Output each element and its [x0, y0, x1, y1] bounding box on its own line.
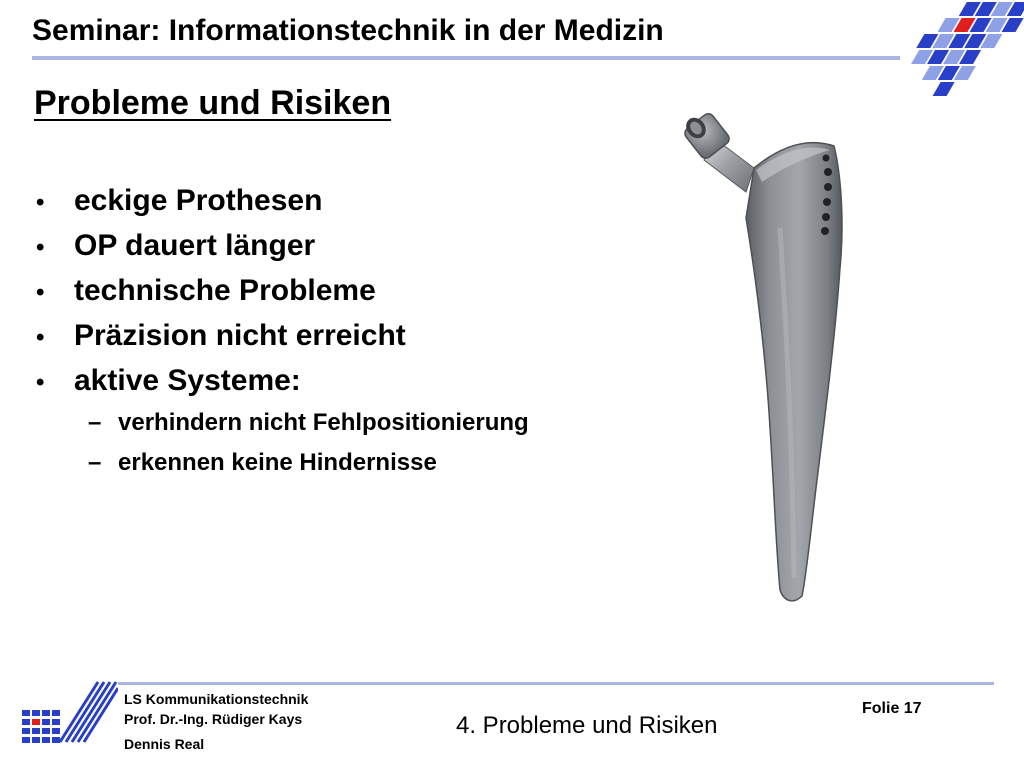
sub-bullet-text: verhindern nicht Fehlpositionierung	[118, 409, 529, 436]
sub-bullet-item	[88, 449, 674, 489]
bullet-text: OP dauert länger	[74, 229, 316, 262]
bullet-marker: •	[36, 234, 45, 261]
sub-bullet-marker: –	[88, 449, 102, 476]
footer-author: Dennis Real	[124, 736, 205, 752]
bullet-marker: •	[36, 324, 45, 351]
bullet-text: aktive Systeme:	[74, 364, 301, 397]
footer-professor: Prof. Dr.-Ing. Rüdiger Kays	[124, 711, 303, 727]
bullet-text: Präzision nicht erreicht	[74, 319, 406, 352]
sub-bullet-marker: –	[88, 409, 102, 436]
slide-number: Folie 17	[862, 700, 922, 717]
bullet-item	[34, 364, 674, 409]
header-title: Seminar: Informationstechnik in der Medizin	[32, 14, 664, 47]
hip-prosthesis-icon	[676, 108, 856, 608]
bullet-list	[34, 184, 674, 489]
bullet-text: eckige Prothesen	[74, 184, 323, 217]
slide-heading: Probleme und Risiken	[34, 84, 392, 122]
chair-logo-icon	[18, 680, 118, 748]
bullet-item	[34, 274, 674, 319]
footer-chair: LS Kommunikationstechnik	[124, 691, 309, 707]
sub-bullet-item	[88, 409, 674, 449]
bullet-marker: •	[36, 189, 45, 216]
footer-section-title: 4. Probleme und Risiken	[456, 712, 718, 739]
bullet-item	[34, 184, 674, 229]
header-divider	[32, 56, 900, 60]
footer-institution	[124, 689, 308, 729]
bullet-item	[34, 229, 674, 274]
bullet-marker: •	[36, 279, 45, 306]
sub-bullet-text: erkennen keine Hindernisse	[118, 449, 437, 476]
bullet-item	[34, 319, 674, 364]
sub-bullet-list	[34, 409, 674, 489]
footer-divider	[118, 682, 994, 685]
bullet-text: technische Probleme	[74, 274, 376, 307]
bullet-marker: •	[36, 369, 45, 396]
university-logo-icon	[908, 0, 1024, 100]
